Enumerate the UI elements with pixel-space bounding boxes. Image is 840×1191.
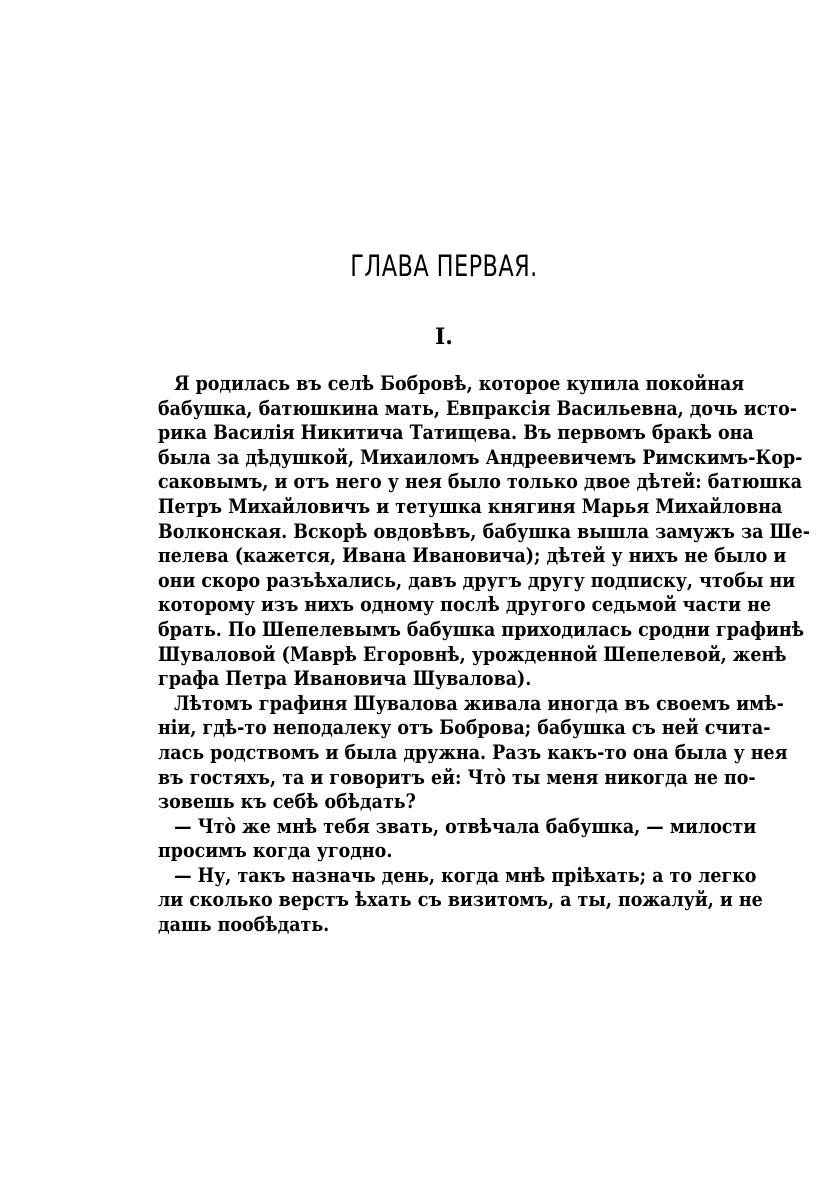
text-line: Лѣтомъ графиня Шувалова живала иногда въ своемъ имѣ-	[174, 691, 784, 715]
text-line: Волконская. Вскорѣ овдовѣвъ, бабушка вышла замужъ за Ше-	[158, 519, 811, 543]
paragraph-2	[158, 691, 788, 815]
paragraph-3	[158, 814, 757, 864]
text-line: саковымъ, и отъ него у нея было только двое дѣтей: батюшка	[158, 470, 803, 494]
section-number: I.	[435, 324, 453, 350]
text-line: просимъ когда угодно.	[158, 839, 393, 863]
text-line: пелева (кажется, Ивана Ивановича); дѣтей у нихъ не было и	[158, 544, 787, 568]
text-line: — Чтò же мнѣ тебя звать, отвѣчала бабушка, — милости	[174, 814, 757, 838]
paragraph-4	[158, 863, 763, 938]
text-line: въ гостяхъ, та и говоритъ ей: Чтò ты меня никогда не по-	[158, 765, 756, 789]
text-line: Шуваловой (Маврѣ Егоровнѣ, урожденной Шепелевой, женѣ	[158, 642, 787, 666]
text-line: зовешь къ себѣ обѣдать?	[158, 790, 416, 814]
text-line: они скоро разъѣхались, давъ другъ другу подписку, чтобы ни	[158, 568, 796, 592]
text-line: — Ну, такъ назначь день, когда мнѣ пріѣхать; а то легко	[174, 863, 757, 887]
text-line: которому изъ нихъ одному послѣ другого седьмой части не	[158, 593, 772, 617]
text-line: бабушка, батюшкина мать, Евпраксія Васильевна, дочь исто-	[158, 396, 798, 420]
text-line: ніи, гдѣ-то неподалеку отъ Боброва; бабушка съ ней счита-	[158, 716, 771, 740]
text-line: дашь пообѣдать.	[158, 913, 330, 937]
text-line: была за дѣдушкой, Михаиломъ Андреевичемъ Римскимъ-Кор-	[158, 445, 803, 469]
paragraph-1	[158, 372, 811, 692]
chapter-title: ГЛАВА ПЕРВАЯ.	[350, 249, 538, 283]
text-line: графа Петра Ивановича Шувалова).	[158, 667, 532, 691]
text-line: Я родилась въ селѣ Бобровѣ, которое купила покойная	[174, 372, 745, 395]
text-line: лась родствомъ и была дружна. Разъ какъ-то она была у нея	[158, 740, 788, 764]
text-line: Петръ Михайловичъ и тетушка княгиня Марья Михайловна	[158, 494, 783, 518]
text-line: рика Василія Никитича Татищева. Въ первомъ бракѣ она	[158, 421, 754, 445]
text-line: ли сколько верстъ ѣхать съ визитомъ, а ты, пожалуй, и не	[158, 888, 763, 912]
text-line: брать. По Шепелевымъ бабушка приходилась сродни графинѣ	[158, 617, 804, 641]
body-text	[158, 372, 811, 938]
